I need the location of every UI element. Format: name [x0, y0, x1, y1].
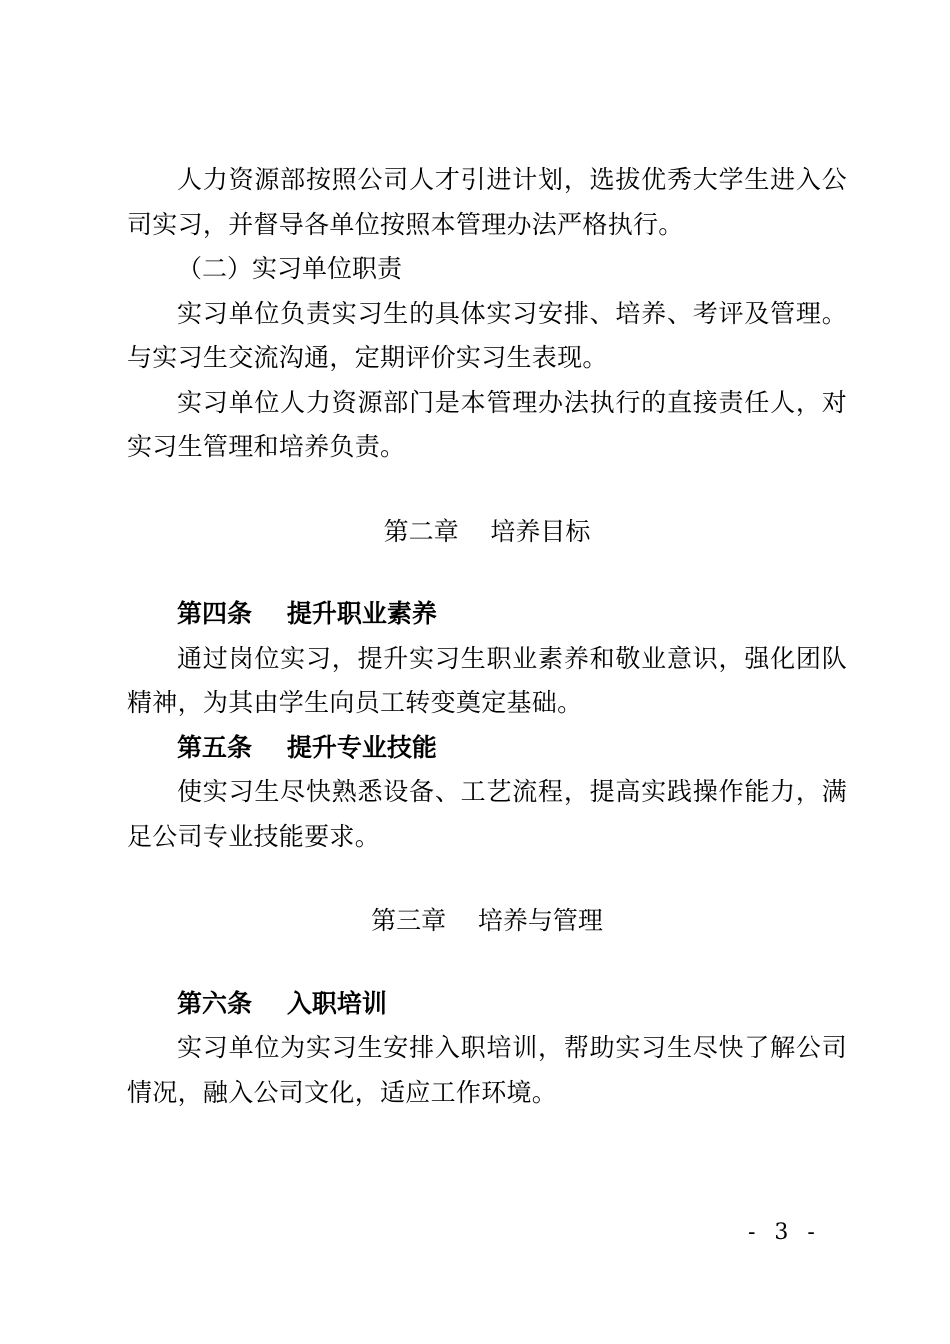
spacer — [127, 554, 847, 592]
article-heading-6: 第六条 入职培训 — [177, 988, 387, 1018]
paragraph-unit-responsibility: 实习单位负责实习生的具体实习安排、培养、考评及管理。与实习生交流沟通，定期评价实习生表现。 — [127, 298, 847, 372]
article-body-6: 实习单位为实习生安排入职培训，帮助实习生尽快了解公司情况，融入公司文化，适应工作环境。 — [127, 1033, 847, 1107]
article-heading-4: 第四条 提升职业素养 — [177, 599, 437, 628]
article-body-4: 通过岗位实习，提升实习生职业素养和敬业意识，强化团队精神，为其由学生向员工转变奠定基础。 — [127, 643, 847, 717]
chapter-heading-3: 第三章 培养与管理 — [371, 906, 603, 935]
chapter-heading-2: 第二章 培养目标 — [383, 516, 591, 546]
spacer — [127, 944, 847, 982]
document-body — [127, 158, 847, 1115]
article-heading-5: 第五条 提升专业技能 — [177, 732, 437, 762]
article-body-5: 使实习生尽快熟悉设备、工艺流程，提高实践操作能力，满足公司专业技能要求。 — [127, 777, 847, 851]
page-number: - 3 - — [748, 1220, 821, 1245]
paragraph-unit-hr-responsibility: 实习单位人力资源部门是本管理办法执行的直接责任人，对实习生管理和培养负责。 — [127, 387, 847, 461]
paragraph-hr-department: 人力资源部按照公司人才引进计划，选拔优秀大学生进入公司实习，并督导各单位按照本管理办法严格执行。 — [127, 165, 847, 239]
spacer — [127, 470, 847, 510]
spacer — [127, 859, 847, 899]
subsection-heading-unit-duties: （二）实习单位职责 — [177, 254, 403, 283]
